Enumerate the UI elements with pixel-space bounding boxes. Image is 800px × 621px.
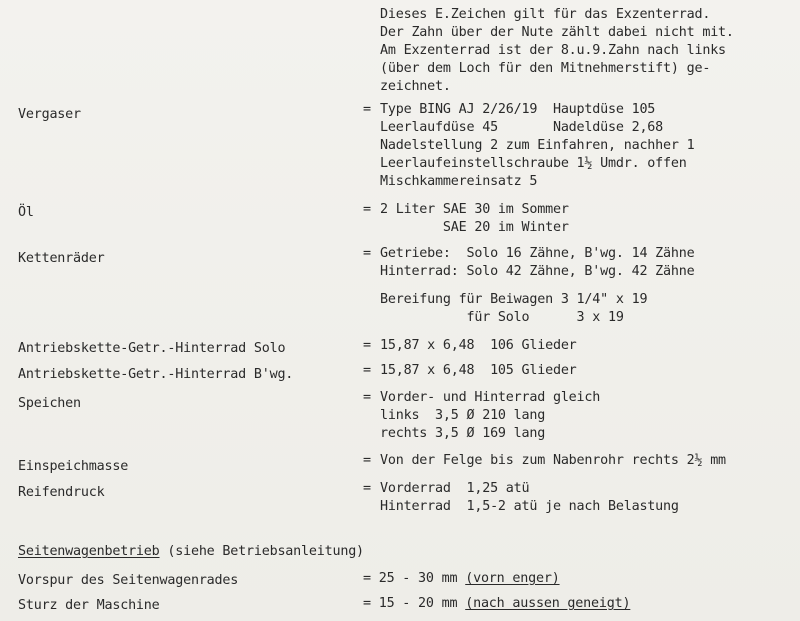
- sturz-value: [363, 595, 630, 613]
- vergaser-line-4: Leerlaufeinstellschraube 1½ Umdr. offen: [380, 156, 687, 171]
- reifendruck-line-2: Hinterrad 1,5-2 atü je nach Belastung: [380, 499, 679, 514]
- eq-einspeichmasse: =: [363, 453, 371, 468]
- label-vorspur: Vorspur des Seitenwagenrades: [18, 573, 239, 588]
- intro-line-2: Der Zahn über der Nute zählt dabei nicht mit.: [380, 25, 734, 40]
- eq-kettenraeder: =: [363, 246, 371, 261]
- speichen-line-1: Vorder- und Hinterrad gleich: [380, 390, 601, 405]
- intro-line-3: Am Exzenterrad ist der 8.u.9.Zahn nach links: [380, 43, 726, 58]
- oel-line-1: 2 Liter SAE 30 im Sommer: [380, 202, 569, 217]
- eq-speichen: =: [363, 390, 371, 405]
- label-reifendruck: Reifendruck: [18, 485, 105, 500]
- intro-line-1: Dieses E.Zeichen gilt für das Exzenterrad.: [380, 7, 711, 22]
- label-sturz: Sturz der Maschine: [18, 598, 160, 613]
- speichen-line-2: links 3,5 Ø 210 lang: [380, 408, 546, 423]
- oel-line-2: SAE 20 im Winter: [380, 220, 569, 235]
- label-oel: Öl: [18, 205, 34, 220]
- kette-solo-value: 15,87 x 6,48 106 Glieder: [380, 338, 577, 353]
- kettenraeder-line-1: Getriebe: Solo 16 Zähne, B'wg. 14 Zähne: [380, 246, 695, 261]
- kettenraeder-line-2: Hinterrad: Solo 42 Zähne, B'wg. 42 Zähne: [380, 264, 695, 279]
- eq-kette-bwg: =: [363, 363, 371, 378]
- vergaser-line-3: Nadelstellung 2 zum Einfahren, nachher 1: [380, 138, 695, 153]
- vergaser-line-5: Mischkammereinsatz 5: [380, 174, 538, 189]
- section-heading: [18, 543, 364, 561]
- label-kettenraeder: Kettenräder: [18, 251, 105, 266]
- label-vergaser: Vergaser: [18, 107, 81, 122]
- bereifung-line-1: Bereifung für Beiwagen 3 1/4" x 19: [380, 292, 648, 307]
- eq-reifendruck: =: [363, 481, 371, 496]
- sturz-note: (nach aussen geneigt): [465, 596, 631, 611]
- eq-kette-solo: =: [363, 338, 371, 353]
- vorspur-value: [363, 570, 560, 588]
- sturz-value-text: = 15 - 20 mm: [363, 596, 466, 611]
- vergaser-line-2: Leerlaufdüse 45 Nadeldüse 2,68: [380, 120, 664, 135]
- einspeichmasse-value: Von der Felge bis zum Nabenrohr rechts 2½ mm: [380, 453, 726, 468]
- label-speichen: Speichen: [18, 396, 81, 411]
- vergaser-line-1: Type BING AJ 2/26/19 Hauptdüse 105: [380, 102, 656, 117]
- section-heading-title: Seitenwagenbetrieb: [18, 544, 160, 559]
- vorspur-note: (vorn enger): [465, 571, 560, 586]
- bereifung-line-2: für Solo 3 x 19: [380, 310, 624, 325]
- eq-vergaser: =: [363, 102, 371, 117]
- label-antriebskette-solo: Antriebskette-Getr.-Hinterrad Solo: [18, 341, 286, 356]
- reifendruck-line-1: Vorderrad 1,25 atü: [380, 481, 530, 496]
- label-antriebskette-bwg: Antriebskette-Getr.-Hinterrad B'wg.: [18, 367, 294, 382]
- label-einspeichmasse: Einspeichmasse: [18, 459, 129, 474]
- eq-oel: =: [363, 202, 371, 217]
- intro-line-5: zeichnet.: [380, 79, 451, 94]
- kette-bwg-value: 15,87 x 6,48 105 Glieder: [380, 363, 577, 378]
- intro-line-4: (über dem Loch für den Mitnehmerstift) ge-: [380, 61, 711, 76]
- vorspur-value-text: = 25 - 30 mm: [363, 571, 466, 586]
- section-heading-note: (siehe Betriebsanleitung): [159, 544, 364, 559]
- speichen-line-3: rechts 3,5 Ø 169 lang: [380, 426, 546, 441]
